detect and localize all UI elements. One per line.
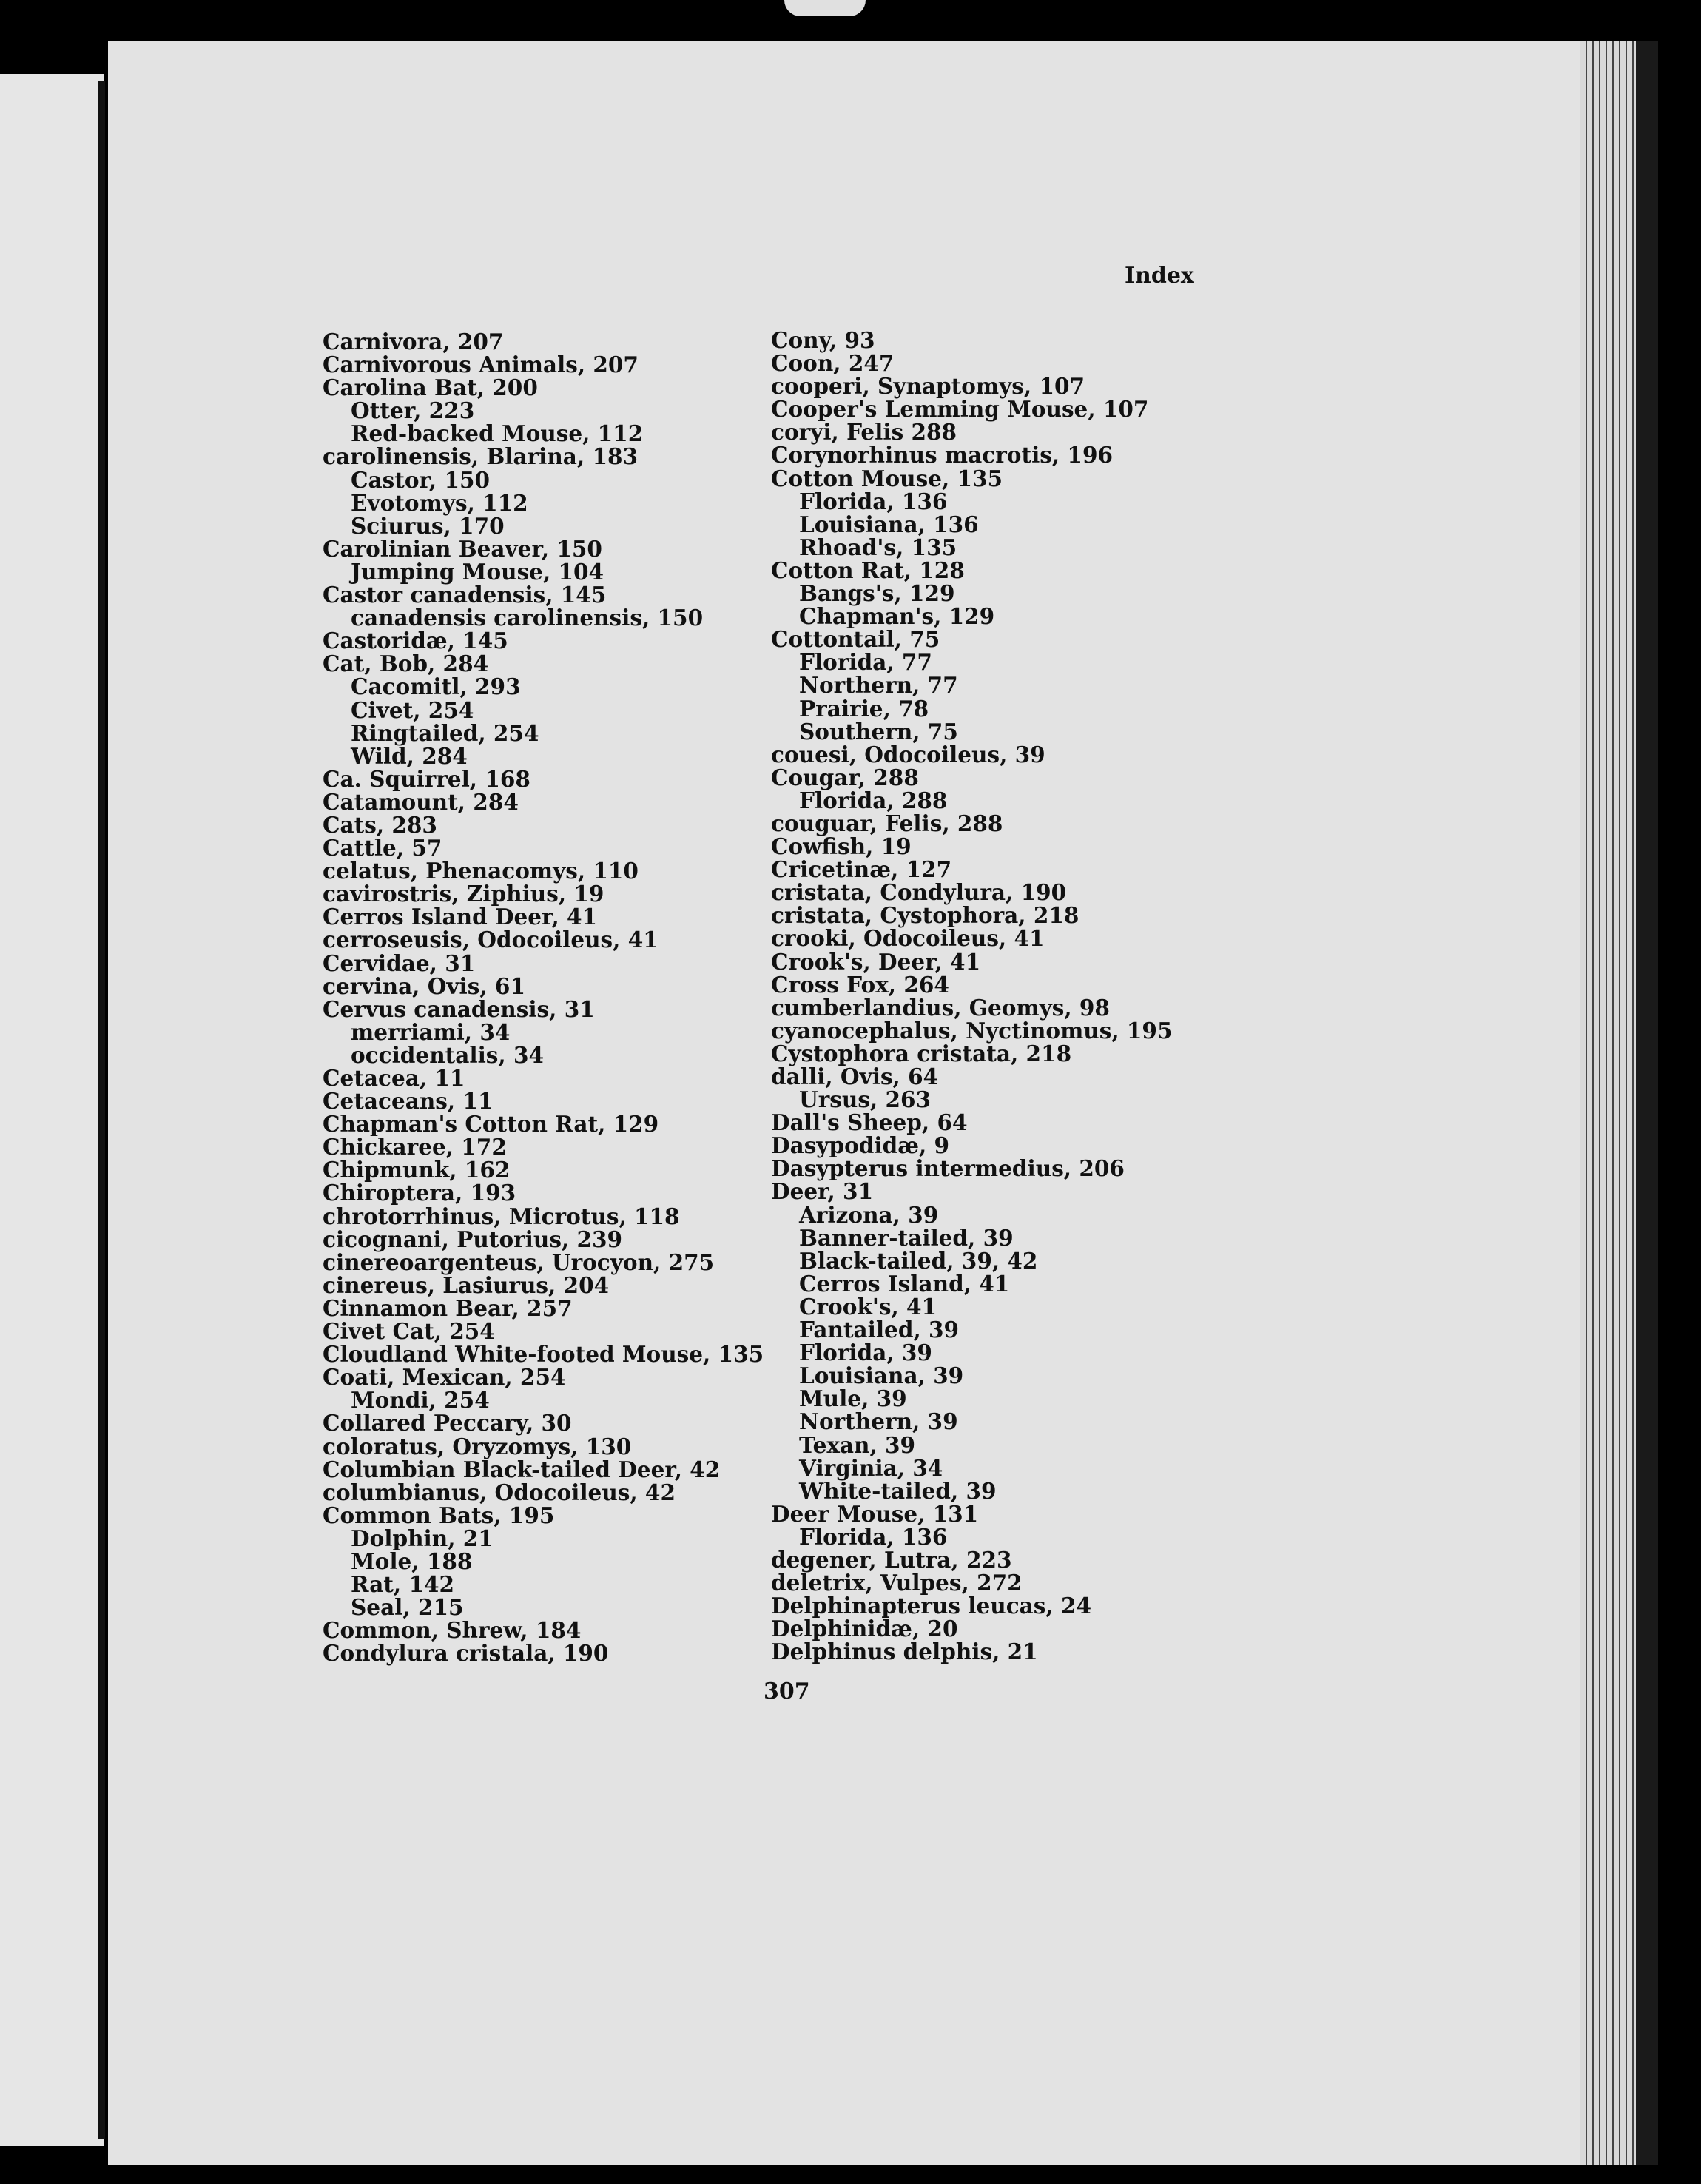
index-subentry: Red-backed Mouse, 112 bbox=[351, 420, 644, 447]
index-entry: Cetaceans, 11 bbox=[323, 1088, 494, 1115]
index-entry: Deer, 31 bbox=[771, 1178, 874, 1205]
index-entry: Catamount, 284 bbox=[323, 788, 519, 815]
index-entry: Coati, Mexican, 254 bbox=[323, 1364, 566, 1391]
index-entry: Cloudland White-footed Mouse, 135 bbox=[323, 1341, 764, 1368]
index-column-left bbox=[323, 329, 764, 1667]
index-subentry: merriami, 34 bbox=[351, 1018, 511, 1045]
index-entry: Cinnamon Bear, 257 bbox=[323, 1294, 573, 1321]
index-subentry: Cerros Island, 41 bbox=[799, 1270, 1010, 1297]
index-subentry: Seal, 215 bbox=[351, 1594, 464, 1621]
index-entry: Dall's Sheep, 64 bbox=[771, 1109, 968, 1136]
index-entry: Castor canadensis, 145 bbox=[323, 582, 607, 608]
index-subentry: Jumping Mouse, 104 bbox=[351, 558, 604, 585]
index-subentry: Mondi, 254 bbox=[351, 1387, 490, 1414]
index-entry: Cross Fox, 264 bbox=[771, 971, 949, 998]
index-entry: couesi, Odocoileus, 39 bbox=[771, 741, 1045, 767]
index-entry: Cervus canadensis, 31 bbox=[323, 995, 595, 1022]
index-subentry: canadensis carolinensis, 150 bbox=[351, 605, 704, 631]
index-entry: Collared Peccary, 30 bbox=[323, 1410, 572, 1437]
index-subentry: Florida, 288 bbox=[799, 787, 948, 813]
facing-page-edge bbox=[0, 74, 104, 2146]
index-subentry: Louisiana, 136 bbox=[799, 511, 979, 537]
index-entry: Cystophora cristata, 218 bbox=[771, 1040, 1072, 1066]
index-entry: Common, Shrew, 184 bbox=[323, 1617, 582, 1644]
index-subentry: Castor, 150 bbox=[351, 466, 491, 493]
index-subentry: Fantailed, 39 bbox=[799, 1317, 960, 1343]
index-subentry: Dolphin, 21 bbox=[351, 1525, 494, 1551]
index-entry: Dasypterus intermedius, 206 bbox=[771, 1155, 1125, 1182]
index-entry: chrotorrhinus, Microtus, 118 bbox=[323, 1203, 680, 1229]
index-subentry: Rat, 142 bbox=[351, 1571, 455, 1598]
index-entry: Cottontail, 75 bbox=[771, 626, 940, 653]
index-entry: Deer Mouse, 131 bbox=[771, 1500, 979, 1527]
index-entry: Cat, Bob, 284 bbox=[323, 651, 489, 677]
index-entry: Corynorhinus macrotis, 196 bbox=[771, 442, 1114, 468]
index-entry: Ca. Squirrel, 168 bbox=[323, 765, 530, 792]
index-entry: cicognani, Putorius, 239 bbox=[323, 1226, 623, 1252]
index-entry: coryi, Felis 288 bbox=[771, 419, 957, 446]
index-entry: cavirostris, Ziphius, 19 bbox=[323, 881, 604, 907]
index-subentry: Banner-tailed, 39 bbox=[799, 1224, 1014, 1251]
index-entry: cooperi, Synaptomys, 107 bbox=[771, 373, 1085, 400]
index-entry: Civet Cat, 254 bbox=[323, 1318, 495, 1345]
index-entry: Chipmunk, 162 bbox=[323, 1157, 511, 1183]
index-entry: celatus, Phenacomys, 110 bbox=[323, 858, 639, 884]
index-entry: Crook's, Deer, 41 bbox=[771, 948, 981, 975]
index-subentry: Sciurus, 170 bbox=[351, 512, 505, 539]
index-entry: Dasypodidæ, 9 bbox=[771, 1132, 950, 1159]
index-subentry: Texan, 39 bbox=[799, 1431, 916, 1458]
index-subentry: White-tailed, 39 bbox=[799, 1477, 997, 1504]
index-entry: Delphinapterus leucas, 24 bbox=[771, 1593, 1091, 1619]
index-entry: Cats, 283 bbox=[323, 811, 437, 838]
index-subentry: Ringtailed, 254 bbox=[351, 719, 539, 746]
index-entry: cinereus, Lasiurus, 204 bbox=[323, 1271, 610, 1298]
index-entry: Cerros Island Deer, 41 bbox=[323, 904, 598, 930]
index-entry: Chapman's Cotton Rat, 129 bbox=[323, 1111, 659, 1138]
index-entry: degener, Lutra, 223 bbox=[771, 1546, 1012, 1573]
index-entry: cristata, Cystophora, 218 bbox=[771, 902, 1079, 929]
index-subentry: Cacomitl, 293 bbox=[351, 673, 521, 700]
index-entry: Cotton Mouse, 135 bbox=[771, 465, 1003, 491]
index-subentry: Louisiana, 39 bbox=[799, 1363, 964, 1389]
index-entry: couguar, Felis, 288 bbox=[771, 810, 1003, 836]
index-entry: Cervidae, 31 bbox=[323, 950, 476, 976]
page-stack-edge bbox=[1580, 41, 1636, 2165]
index-entry: Carnivora, 207 bbox=[323, 329, 504, 355]
index-subentry: Florida, 136 bbox=[799, 1523, 948, 1550]
index-entry: cinereoargenteus, Urocyon, 275 bbox=[323, 1249, 715, 1275]
index-entry: dalli, Ovis, 64 bbox=[771, 1064, 939, 1089]
index-subentry: Black-tailed, 39, 42 bbox=[799, 1247, 1038, 1274]
index-entry: columbianus, Odocoileus, 42 bbox=[323, 1479, 676, 1505]
index-subentry: Virginia, 34 bbox=[799, 1454, 943, 1481]
index-entry: Carolinian Beaver, 150 bbox=[323, 535, 602, 562]
index-entry: Cowfish, 19 bbox=[771, 833, 912, 860]
index-entry: Common Bats, 195 bbox=[323, 1502, 555, 1528]
index-entry: Cony, 93 bbox=[771, 327, 875, 353]
index-entry: Carnivorous Animals, 207 bbox=[323, 352, 639, 378]
index-entry: coloratus, Oryzomys, 130 bbox=[323, 1433, 632, 1459]
index-subentry: Rhoad's, 135 bbox=[799, 534, 957, 560]
index-entry: cervina, Ovis, 61 bbox=[323, 972, 525, 999]
index-entry: cyanocephalus, Nyctinomus, 195 bbox=[771, 1017, 1173, 1044]
index-entry: carolinensis, Blarina, 183 bbox=[323, 443, 639, 470]
index-subentry: Bangs's, 129 bbox=[799, 580, 955, 607]
index-entry: crooki, Odocoileus, 41 bbox=[771, 925, 1045, 952]
index-entry: Chickaree, 172 bbox=[323, 1134, 507, 1160]
index-entry: Cetacea, 11 bbox=[323, 1065, 465, 1091]
gutter-shadow bbox=[98, 81, 105, 2139]
index-subentry: Wild, 284 bbox=[351, 742, 468, 769]
index-subentry: Evotomys, 112 bbox=[351, 489, 528, 516]
index-entry: Delphinus delphis, 21 bbox=[771, 1639, 1038, 1665]
index-entry: Condylura cristala, 190 bbox=[323, 1640, 609, 1667]
book-spine bbox=[1636, 41, 1658, 2165]
index-entry: Columbian Black-tailed Deer, 42 bbox=[323, 1456, 721, 1482]
index-subentry: Mule, 39 bbox=[799, 1385, 907, 1412]
index-entry: Delphinidæ, 20 bbox=[771, 1616, 958, 1642]
index-subentry: Northern, 77 bbox=[799, 672, 958, 699]
index-subentry: Crook's, 41 bbox=[799, 1293, 937, 1320]
index-entry: cerroseusis, Odocoileus, 41 bbox=[323, 927, 658, 953]
index-subentry: Florida, 136 bbox=[799, 488, 948, 514]
index-entry: Cricetinæ, 127 bbox=[771, 856, 952, 883]
running-head: Index bbox=[1125, 263, 1194, 289]
index-entry: Cougar, 288 bbox=[771, 764, 919, 790]
index-subentry: occidentalis, 34 bbox=[351, 1041, 545, 1068]
index-subentry: Prairie, 78 bbox=[799, 695, 929, 722]
top-page-tear bbox=[784, 0, 866, 16]
index-entry: cristata, Condylura, 190 bbox=[771, 879, 1067, 906]
index-subentry: Ursus, 263 bbox=[799, 1086, 932, 1113]
index-subentry: Arizona, 39 bbox=[799, 1201, 939, 1228]
index-subentry: Otter, 223 bbox=[351, 397, 475, 424]
index-entry: Cattle, 57 bbox=[323, 835, 442, 861]
index-column-right bbox=[771, 329, 1172, 1663]
index-entry: Coon, 247 bbox=[771, 350, 895, 377]
index-subentry: Mole, 188 bbox=[351, 1548, 473, 1574]
index-subentry: Florida, 39 bbox=[799, 1340, 932, 1366]
index-entry: Cotton Rat, 128 bbox=[771, 557, 965, 583]
index-entry: Chiroptera, 193 bbox=[323, 1180, 516, 1206]
index-entry: deletrix, Vulpes, 272 bbox=[771, 1570, 1023, 1596]
page-number: 307 bbox=[764, 1679, 810, 1704]
index-subentry: Southern, 75 bbox=[799, 718, 958, 745]
index-subentry: Chapman's, 129 bbox=[799, 603, 995, 630]
index-entry: Carolina Bat, 200 bbox=[323, 374, 538, 401]
index-subentry: Civet, 254 bbox=[351, 696, 474, 723]
index-entry: Cooper's Lemming Mouse, 107 bbox=[771, 396, 1149, 423]
index-subentry: Northern, 39 bbox=[799, 1408, 958, 1435]
index-entry: cumberlandius, Geomys, 98 bbox=[771, 994, 1110, 1021]
index-entry: Castoridæ, 145 bbox=[323, 628, 508, 654]
index-subentry: Florida, 77 bbox=[799, 649, 932, 676]
